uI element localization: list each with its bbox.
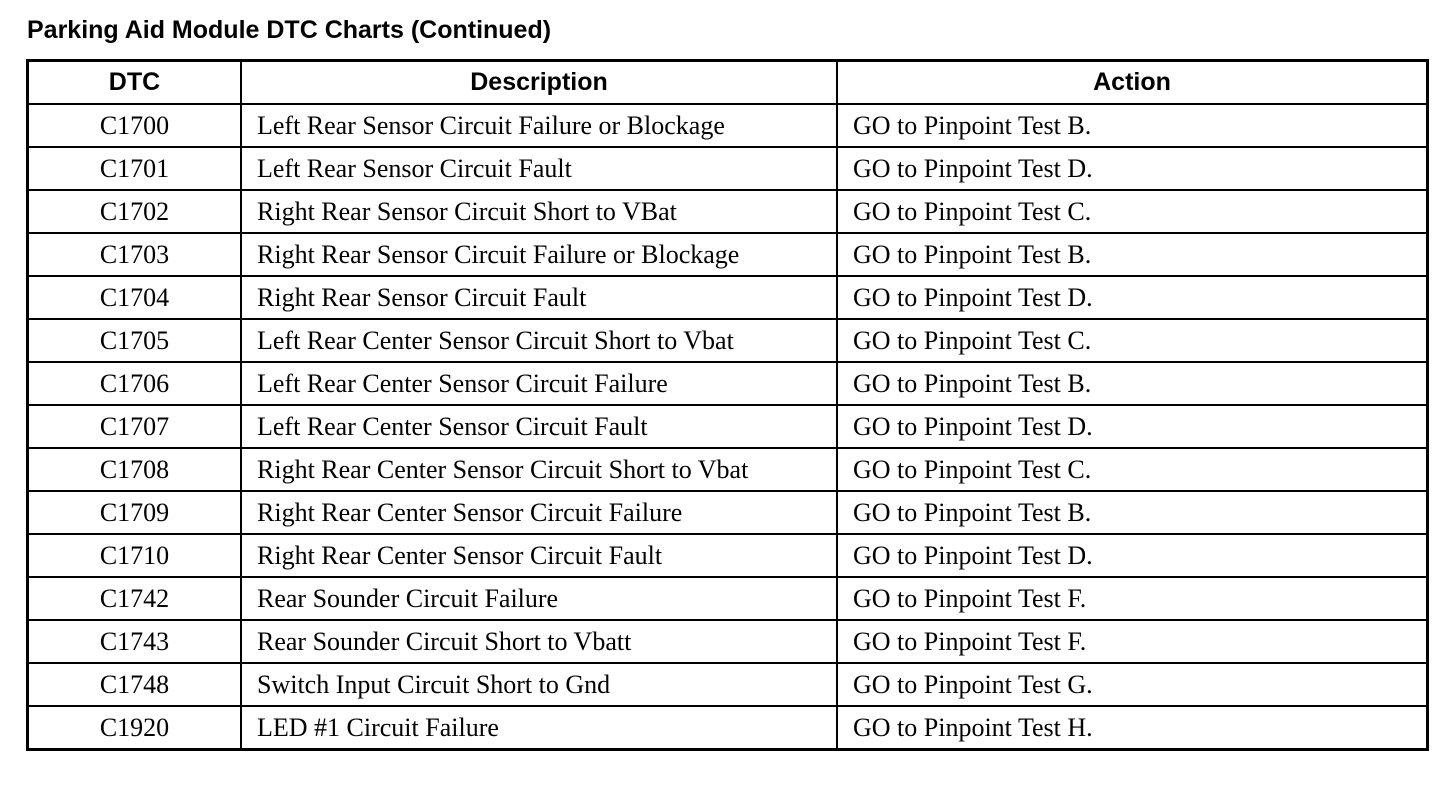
description-cell: Right Rear Sensor Circuit Fault [241,276,837,319]
table-row [28,233,1427,276]
dtc-cell: C1707 [28,405,241,448]
table-row [28,663,1427,706]
description-cell: Right Rear Sensor Circuit Short to VBat [241,190,837,233]
dtc-cell: C1742 [28,577,241,620]
action-cell: GO to Pinpoint Test D. [837,147,1427,190]
table-row [28,147,1427,190]
table-row [28,706,1427,749]
dtc-cell: C1705 [28,319,241,362]
description-cell: Switch Input Circuit Short to Gnd [241,663,837,706]
table-row [28,276,1427,319]
description-cell: Right Rear Center Sensor Circuit Failure [241,491,837,534]
action-cell: GO to Pinpoint Test B. [837,491,1427,534]
header-action: Action [837,61,1427,104]
description-cell: Left Rear Sensor Circuit Failure or Blockage [241,104,837,147]
action-cell: GO to Pinpoint Test F. [837,577,1427,620]
dtc-cell: C1700 [28,104,241,147]
dtc-cell: C1701 [28,147,241,190]
action-cell: GO to Pinpoint Test D. [837,534,1427,577]
table-header-row [28,61,1427,104]
description-cell: Left Rear Sensor Circuit Fault [241,147,837,190]
header-description: Description [241,61,837,104]
action-cell: GO to Pinpoint Test C. [837,319,1427,362]
dtc-cell: C1920 [28,706,241,749]
table-row [28,491,1427,534]
dtc-cell: C1702 [28,190,241,233]
table-row [28,448,1427,491]
dtc-cell: C1709 [28,491,241,534]
dtc-cell: C1704 [28,276,241,319]
dtc-cell: C1748 [28,663,241,706]
description-cell: Right Rear Center Sensor Circuit Fault [241,534,837,577]
description-cell: Left Rear Center Sensor Circuit Short to Vbat [241,319,837,362]
table-row [28,190,1427,233]
table-row [28,104,1427,147]
action-cell: GO to Pinpoint Test B. [837,104,1427,147]
table-row [28,534,1427,577]
description-cell: Left Rear Center Sensor Circuit Failure [241,362,837,405]
description-cell: Left Rear Center Sensor Circuit Fault [241,405,837,448]
dtc-cell: C1703 [28,233,241,276]
action-cell: GO to Pinpoint Test F. [837,620,1427,663]
dtc-cell: C1710 [28,534,241,577]
description-cell: Right Rear Center Sensor Circuit Short to Vbat [241,448,837,491]
action-cell: GO to Pinpoint Test B. [837,362,1427,405]
description-cell: Rear Sounder Circuit Failure [241,577,837,620]
table-row [28,405,1427,448]
action-cell: GO to Pinpoint Test C. [837,448,1427,491]
action-cell: GO to Pinpoint Test D. [837,276,1427,319]
table-row [28,319,1427,362]
table-row [28,577,1427,620]
action-cell: GO to Pinpoint Test G. [837,663,1427,706]
description-cell: Right Rear Sensor Circuit Failure or Blockage [241,233,837,276]
table-row [28,620,1427,663]
dtc-cell: C1743 [28,620,241,663]
action-cell: GO to Pinpoint Test D. [837,405,1427,448]
action-cell: GO to Pinpoint Test C. [837,190,1427,233]
dtc-cell: C1708 [28,448,241,491]
dtc-table [27,60,1428,750]
header-dtc: DTC [28,61,241,104]
table-body [28,104,1427,749]
dtc-cell: C1706 [28,362,241,405]
description-cell: Rear Sounder Circuit Short to Vbatt [241,620,837,663]
table-row [28,362,1427,405]
page-title: Parking Aid Module DTC Charts (Continued) [27,16,552,44]
description-cell: LED #1 Circuit Failure [241,706,837,749]
action-cell: GO to Pinpoint Test H. [837,706,1427,749]
action-cell: GO to Pinpoint Test B. [837,233,1427,276]
